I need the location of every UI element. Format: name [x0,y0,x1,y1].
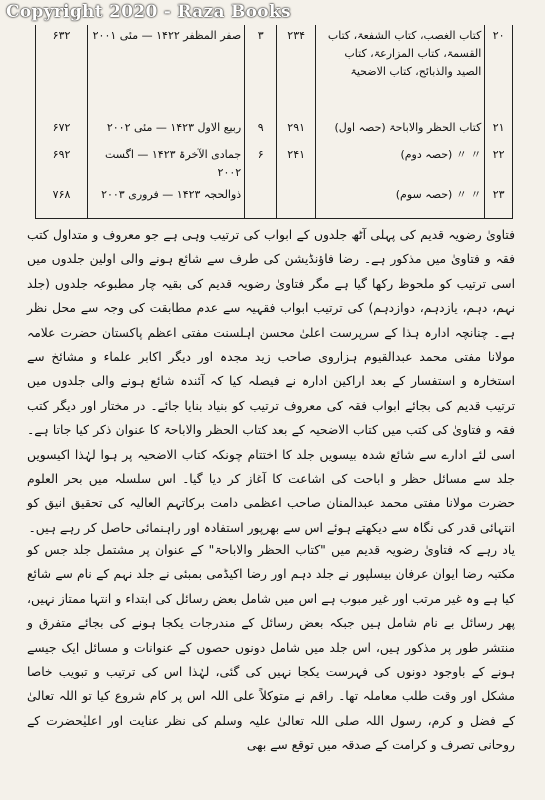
row-count-a: ۲۹۱ [277,117,316,144]
copyright-watermark: Copyright 2020 - Raza Books [6,2,291,22]
row-count-a: ۲۳۴ [277,25,316,117]
row-number: ۲۲ [485,144,513,184]
body-paragraph-2 [27,538,515,758]
row-count-b: ۳ [245,25,277,117]
volumes-index-table [35,25,513,219]
row-number: ۲۰ [485,25,513,117]
row-date: ربیع الاول ۱۴۲۳ — مئی ۲۰۰۲ [88,117,245,144]
row-date: ذوالحجہ ۱۴۲۳ — فروری ۲۰۰۳ [88,184,245,218]
row-date: صفر المظفر ۱۴۲۲ — مئی ۲۰۰۱ [88,25,245,117]
paragraph-text: فتاویٰ رضویہ قدیم کی پہلی آٹھ جلدوں کے ابواب کی ترتیب وہی ہے جو معروف و متداول کتب فقہ و فتاویٰ میں مذکور ہے۔ رضا فاؤنڈیشن کی طرف سے شائع ہونے والی اولین جلدوں میں اسی ترتیب کو ملحوظ رکھا گیا ہے مگر فتاویٰ رضویہ قدیم کی بقیہ چار مطبوعہ جلدوں (جلد نہم، دہم، یازدہم، دوازدہم) کی ترتیب ابواب فقہیہ سے عدم مطابقت کی وجہ سے محل نظر ہے۔ چنانچہ ادارہ ہذا کے سرپرست اعلیٰ محسن اہلسنت مفتی اعظم پاکستان حضرت علامہ مولانا مفتی محمد عبدالقیوم ہزاروی صاحب زید مجدہ اور دیگر اکابر علماء و مشائخ سے استخارہ و استفسار کے بعد اراکین ادارہ نے فیصلہ کیا کہ آئندہ شائع ہونے والی جلدوں میں ترتیب قدیم کی بجائے ابواب فقہ کی معروف ترتیب کو بنیاد بنایا جائے۔ در مختار اور دیگر کتب فقہ و فتاویٰ کی کتب میں کتاب الاضحیہ کے بعد کتاب الحظر والاباحۃ کا عنوان ذکر کیا جاتا ہے۔ اسی لئے ادارے سے شائع شدہ بیسویں جلد کا اختتام چونکہ کتاب الاضحیہ پر ہوا لہٰذا اکیسویں جلد سے مسائل حظر و اباحت کی اشاعت کا آغاز کر دیا گیا۔ اس سلسلہ میں بحر العلوم حضرت مولانا مفتی محمد عبدالمنان صاحب اعظمی دامت برکاتہم العالیہ کی تحقیق انیق کو انتہائی قدر کی نگاہ سے دیکھتے ہوئے اس سے بھرپور استفادہ اور راہنمائی حاصل کر رہے ہیں۔ [27,228,515,535]
body-paragraph-1 [27,223,515,540]
row-title: کتاب الحظر والاباحۃ (حصہ اول) [316,117,485,144]
row-title: کتاب الغصب، کتاب الشفعۃ، کتاب القسمۃ، کتاب المزارعۃ، کتاب الصید والذبائح، کتاب الاضحیۃ [316,25,485,117]
row-pages: ۶۹۲ [36,144,88,184]
row-title: 〃 〃 (حصہ سوم) [316,184,485,218]
table-row [36,25,513,117]
row-count-a: ۲۴۱ [277,144,316,184]
row-date: جمادی الآخرۃ ۱۴۲۳ — اگست ۲۰۰۲ [88,144,245,184]
row-pages: ۶۳۲ [36,25,88,117]
table-row [36,117,513,144]
row-count-b: ۹ [245,117,277,144]
paragraph-text: یاد رہے کہ فتاویٰ رضویہ قدیم میں "کتاب الحظر والاباحۃ" کے عنوان پر مشتمل جلد جس کو مکتبہ رضا ایوان عرفان بیسلپور نے جلد دہم اور رضا اکیڈمی بمبئی نے جلد نہم کے نام سے شائع کیا ہے وہ غیر مرتب اور غیر مبوب ہے اس میں شامل بعض رسائل کی ابتداء و انتہا ممتاز نہیں، پھر رسائل بے نام شامل ہیں جبکہ بعض رسائل کے مندرجات یکجا ہونے کی بجائے متفرق و منتشر طور پر مذکور ہیں، اس جلد میں شامل دونوں حصوں کے عنوانات و مسائل ایک جیسے ہونے کے باوجود دونوں کی فہرست یکجا نہیں کی گئی، لہٰذا اس کی ترتیب و تبویب خاصا مشکل اور وقت طلب معاملہ تھا۔ راقم نے متوکلاً علی اللہ اس پر کام شروع کیا تو اللہ تعالیٰ کے فضل و کرم، رسول اللہ صلی اللہ تعالیٰ علیہ وسلم کی نظر عنایت اور اعلیٰحضرت کے روحانی تصرف و کرامت کے صدقہ میں توقع سے بھی [27,543,516,753]
row-pages: ۶۷۲ [36,117,88,144]
row-count-a [277,184,316,218]
row-number: ۲۳ [485,184,513,218]
table-row [36,144,513,184]
row-pages: ۷۶۸ [36,184,88,218]
table-row [36,184,513,218]
row-number: ۲۱ [485,117,513,144]
row-title: 〃 〃 (حصہ دوم) [316,144,485,184]
row-count-b: ۶ [245,144,277,184]
row-count-b [245,184,277,218]
